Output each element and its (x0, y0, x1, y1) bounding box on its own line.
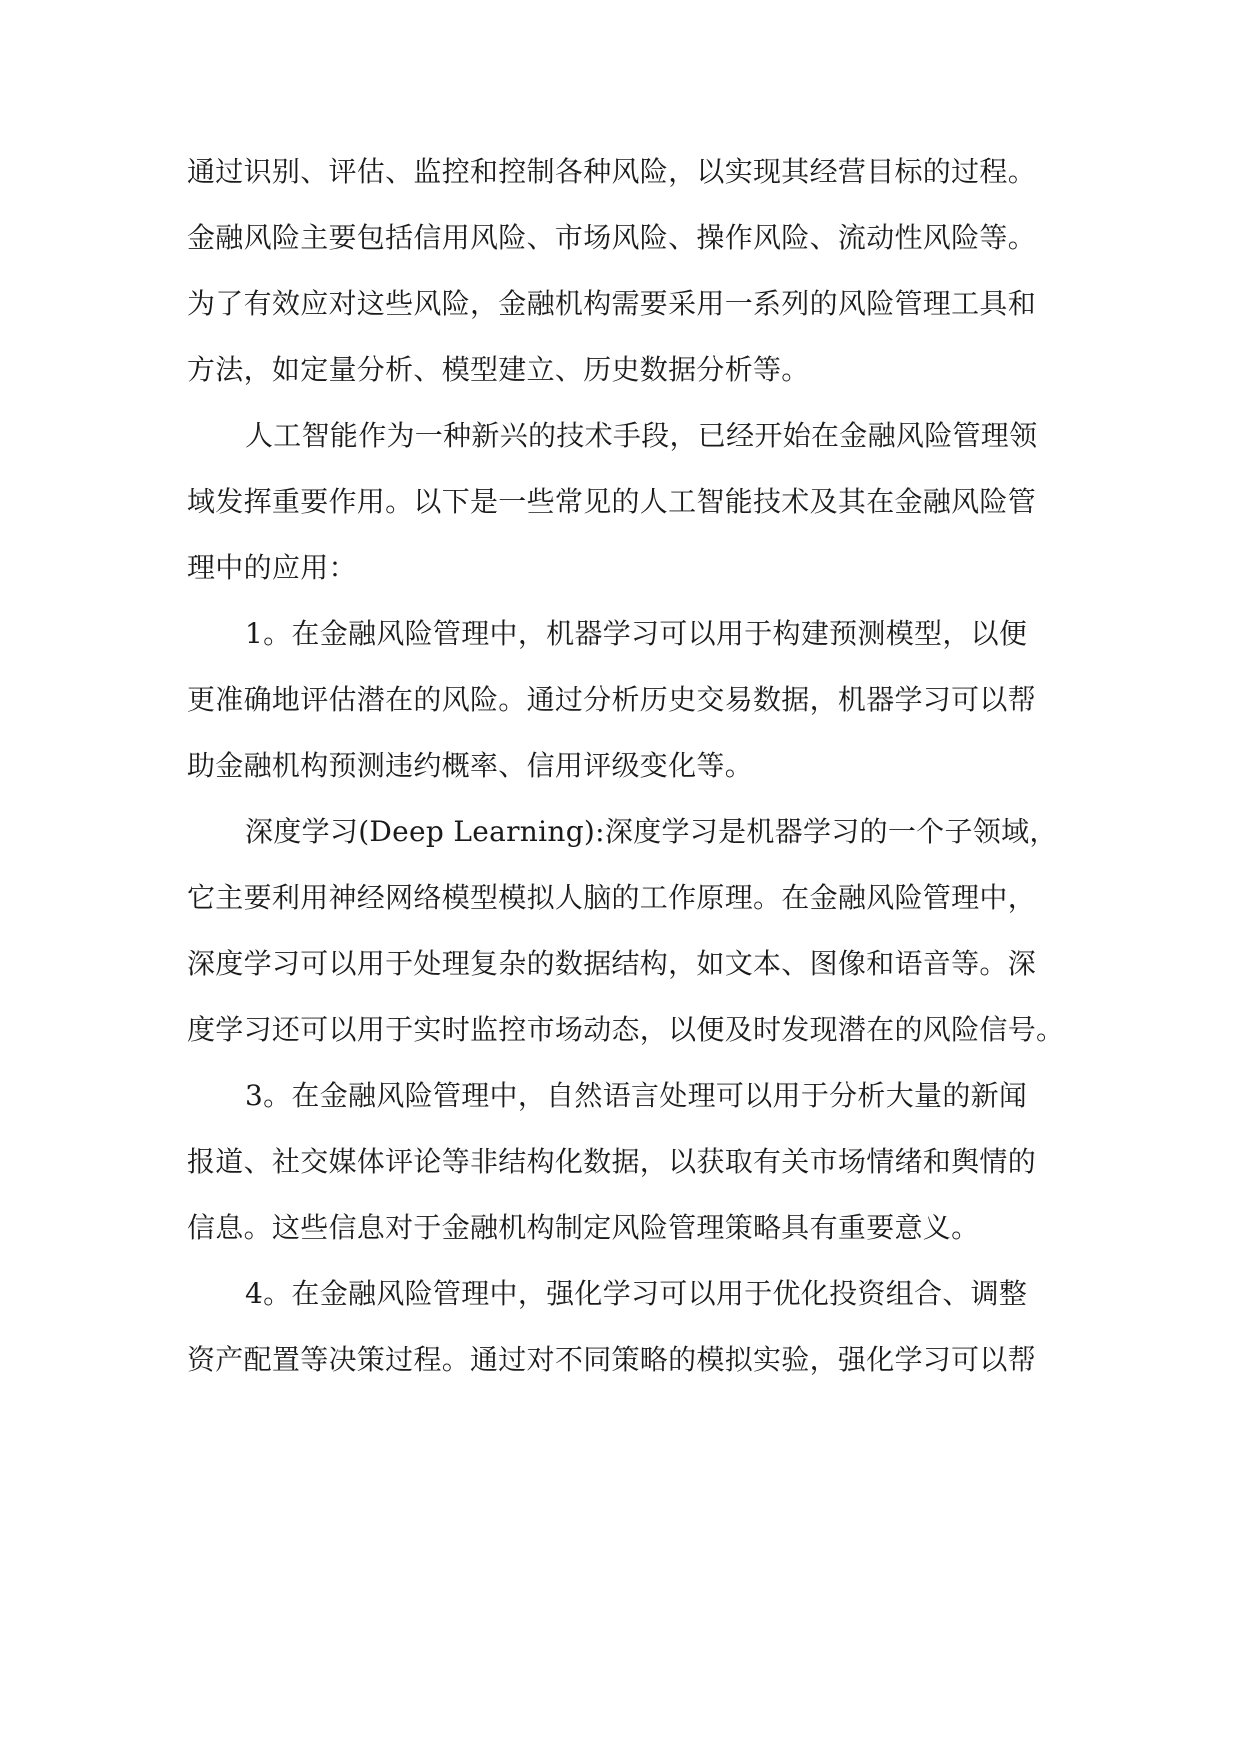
text-line: 通过识别、评估、监控和控制各种风险，以实现其经营目标的过程。 (187, 155, 1037, 188)
text-line: 度学习还可以用于实时监控市场动态，以便及时发现潜在的风险信号。 (187, 1013, 1065, 1046)
paragraph-first-line: 4。在金融风险管理中，强化学习可以用于优化投资组合、调整 (245, 1277, 1028, 1310)
text-line: 信息。这些信息对于金融机构制定风险管理策略具有重要意义。 (187, 1211, 980, 1244)
text-line: 域发挥重要作用。以下是一些常见的人工智能技术及其在金融风险管 (187, 485, 1037, 518)
text-line: 它主要利用神经网络模型模拟人脑的工作原理。在金融风险管理中， (187, 881, 1037, 914)
paragraph-first-line: 深度学习(Deep Learning):深度学习是机器学习的一个子领域， (245, 815, 1058, 848)
text-line: 理中的应用： (187, 551, 357, 584)
text-line: 方法，如定量分析、模型建立、历史数据分析等。 (187, 353, 810, 386)
document-page (187, 147, 1065, 1401)
text-line: 资产配置等决策过程。通过对不同策略的模拟实验，强化学习可以帮 (187, 1343, 1037, 1376)
paragraph-first-line: 1。在金融风险管理中，机器学习可以用于构建预测模型，以便 (245, 617, 1028, 650)
text-line: 报道、社交媒体评论等非结构化数据，以获取有关市场情绪和舆情的 (187, 1145, 1037, 1178)
text-line: 助金融机构预测违约概率、信用评级变化等。 (187, 749, 754, 782)
text-line: 更准确地评估潜在的风险。通过分析历史交易数据，机器学习可以帮 (187, 683, 1037, 716)
text-line: 为了有效应对这些风险，金融机构需要采用一系列的风险管理工具和 (187, 287, 1037, 320)
paragraph-first-line: 人工智能作为一种新兴的技术手段，已经开始在金融风险管理领 (245, 419, 1038, 452)
paragraph-first-line: 3。在金融风险管理中，自然语言处理可以用于分析大量的新闻 (245, 1079, 1028, 1112)
text-line: 深度学习可以用于处理复杂的数据结构，如文本、图像和语音等。深 (187, 947, 1037, 980)
text-line: 金融风险主要包括信用风险、市场风险、操作风险、流动性风险等。 (187, 221, 1037, 254)
